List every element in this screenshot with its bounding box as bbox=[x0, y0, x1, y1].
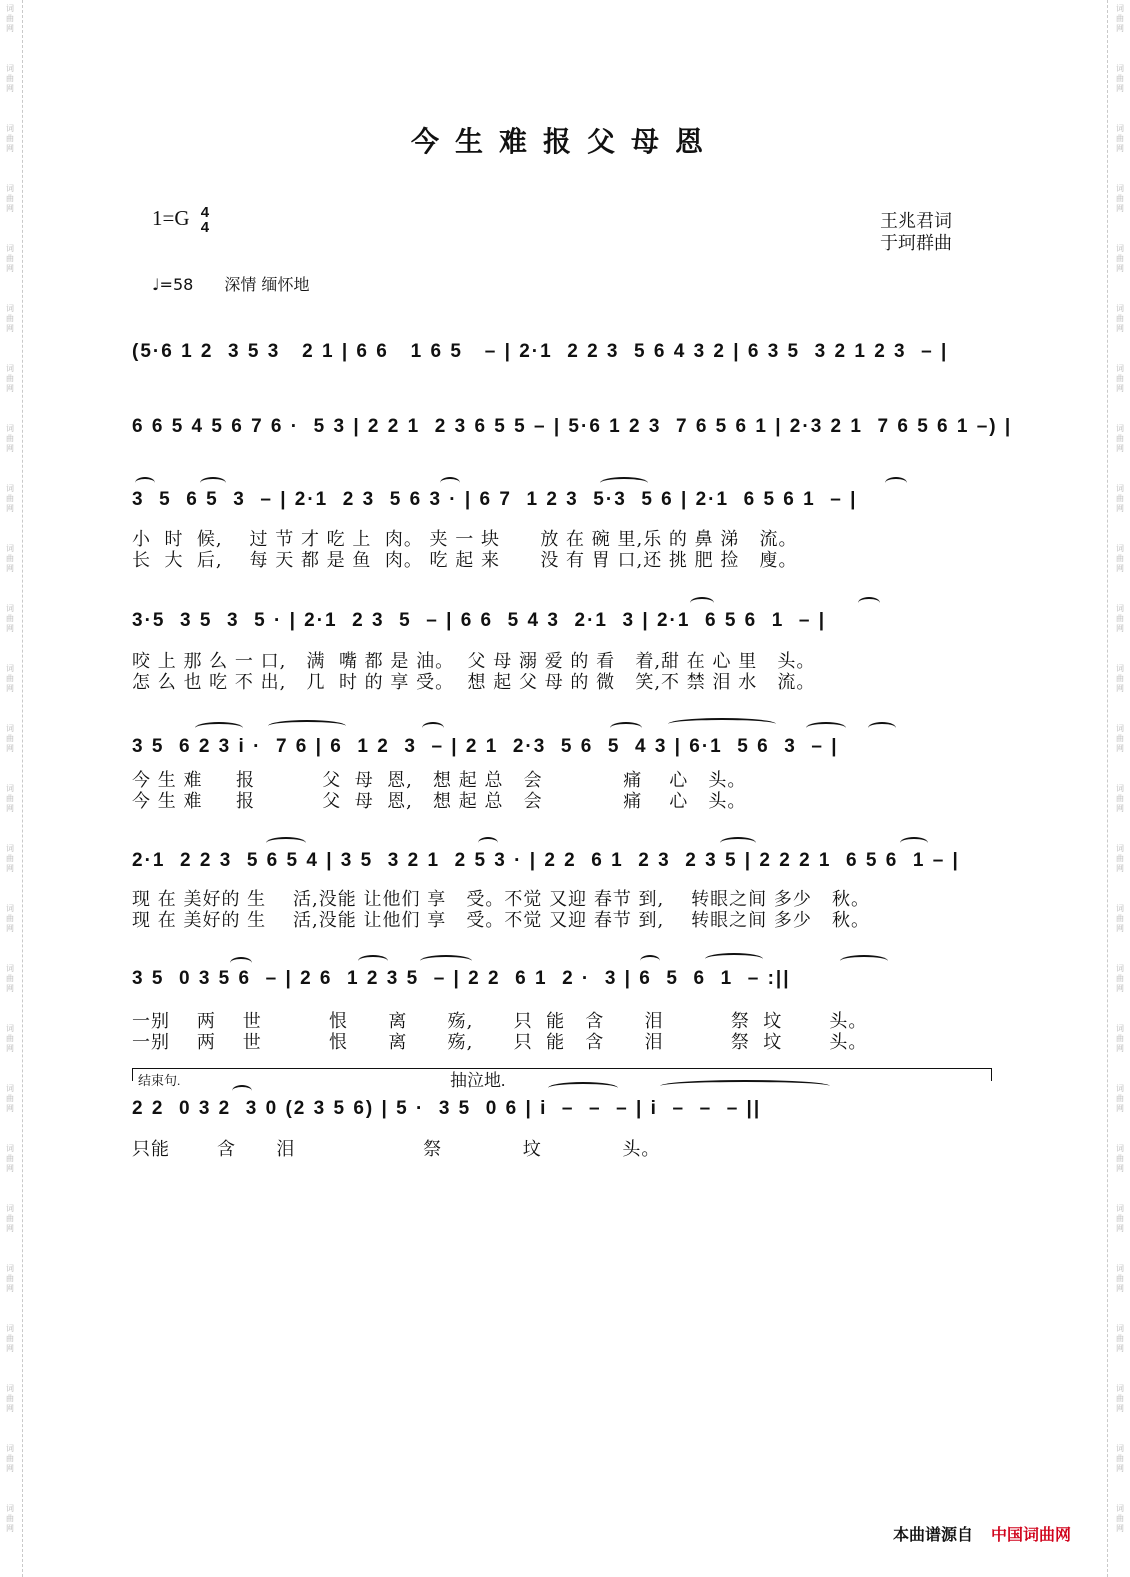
watermark-text: 词 曲 网 bbox=[6, 724, 14, 753]
slur bbox=[806, 722, 846, 734]
watermark-text: 词 曲 网 bbox=[6, 484, 14, 513]
slur bbox=[720, 837, 756, 849]
notation-line-7 bbox=[132, 963, 992, 995]
watermark-text: 词 曲 网 bbox=[1116, 124, 1124, 153]
watermark-text: 词 曲 网 bbox=[1116, 1024, 1124, 1053]
watermark-text: 词 曲 网 bbox=[6, 784, 14, 813]
notation-text: (5·6 1 2 3 5 3 2 1 | 6 6 1 6 5 – | 2·1 2 2 3 5 6 4 3 2 | 6 3 5 3 2 1 2 3 – | bbox=[132, 341, 949, 362]
lyric-verse-1: 小 时 候, 过 节 才 吃 上 肉。 夹 一 块 放 在 碗 里,乐 的 鼻 涕 流。 bbox=[132, 529, 798, 550]
notation-text: 2·1 2 2 3 5 6 5 4 | 3 5 3 2 1 2 5 3 · | 2 2 6 1 2 3 2 3 5 | 2 2 2 1 6 5 6 1 – | bbox=[132, 850, 960, 871]
lyric-verse-1: 咬 上 那 么 一 口, 满 嘴 都 是 油。 父 母 溺 爱 的 看 着,甜 在 心 里 头。 bbox=[132, 651, 816, 672]
slur bbox=[900, 837, 928, 849]
notation-text: 3 5 6 2 3 i · 7 6 | 6 1 2 3 – | 2 1 2·3 5 6 5 4 3 | 6·1 5 6 3 – | bbox=[132, 736, 839, 757]
song-title: 今生难报父母恩 bbox=[410, 125, 719, 158]
time-signature-top: 4 bbox=[200, 204, 210, 221]
slur bbox=[200, 477, 226, 489]
watermark-text: 词 曲 网 bbox=[6, 244, 14, 273]
source-credit bbox=[893, 1522, 1071, 1545]
watermark-text: 词 曲 网 bbox=[1116, 1144, 1124, 1173]
slur bbox=[195, 722, 243, 734]
watermark-text: 词 曲 网 bbox=[1116, 1084, 1124, 1113]
watermark-text: 词 曲 网 bbox=[6, 304, 14, 333]
watermark-text: 词 曲 网 bbox=[6, 1264, 14, 1293]
notation-line-8 bbox=[132, 1093, 992, 1125]
time-signature-bottom: 4 bbox=[200, 219, 210, 236]
watermark-text: 词 曲 网 bbox=[6, 364, 14, 393]
slur bbox=[705, 953, 763, 965]
notation-text: 3 5 0 3 5 6 – | 2 6 1 2 3 5 – | 2 2 6 1 2 · 3 | 6 5 6 1 – :|| bbox=[132, 968, 791, 989]
ending-label: 结束句. bbox=[138, 1073, 181, 1088]
notation-line-4 bbox=[132, 605, 992, 637]
slur bbox=[266, 837, 306, 849]
watermark-text: 词 曲 网 bbox=[6, 1084, 14, 1113]
watermark-text: 词 曲 网 bbox=[1116, 964, 1124, 993]
watermark-text: 词 曲 网 bbox=[6, 4, 14, 33]
notation-text: 3·5 3 5 3 5 · | 2·1 2 3 5 – | 6 6 5 4 3 2·1 3 | 2·1 6 5 6 1 – | bbox=[132, 610, 827, 631]
watermark-text: 词 曲 网 bbox=[1116, 244, 1124, 273]
key-label: 1=G bbox=[152, 205, 190, 230]
ending-bracket bbox=[132, 1068, 992, 1081]
notation-text: 6 6 5 4 5 6 7 6 · 5 3 | 2 2 1 2 3 6 5 5 – | 5·6 1 2 3 7 6 5 6 1 | 2·3 2 1 7 6 5 6 1 –) | bbox=[132, 416, 1013, 437]
notation-line-6 bbox=[132, 845, 992, 877]
watermark-text: 词 曲 网 bbox=[1116, 1204, 1124, 1233]
slur bbox=[668, 718, 776, 730]
slur bbox=[268, 720, 346, 732]
watermark-text: 词 曲 网 bbox=[6, 424, 14, 453]
lyric-verse-2: 长 大 后, 每 天 都 是 鱼 肉。 吃 起 来 没 有 胃 口,还 挑 肥 捡 廋。 bbox=[132, 550, 798, 571]
slur bbox=[420, 955, 472, 967]
lyric-verse-1: 现 在 美好的 生 活,没能 让他们 享 受。不觉 又迎 春节 到, 转眼之间 多少 秋。 bbox=[132, 889, 871, 910]
watermark-text: 词 曲 网 bbox=[6, 964, 14, 993]
watermark-text: 词 曲 网 bbox=[1116, 184, 1124, 213]
slur bbox=[660, 1080, 830, 1092]
watermark-text: 词 曲 网 bbox=[1116, 1264, 1124, 1293]
credits bbox=[880, 210, 952, 254]
watermark-text: 词 曲 网 bbox=[1116, 1444, 1124, 1473]
watermark-text: 词 曲 网 bbox=[6, 544, 14, 573]
lyricist: 王兆君词 bbox=[880, 211, 952, 231]
watermark-text: 词 曲 网 bbox=[6, 1444, 14, 1473]
slur bbox=[600, 477, 648, 489]
watermark-text: 词 曲 网 bbox=[1116, 1324, 1124, 1353]
ending-expression: 抽泣地. bbox=[450, 1071, 506, 1090]
watermark-text: 词 曲 网 bbox=[1116, 784, 1124, 813]
watermark-text: 词 曲 网 bbox=[6, 184, 14, 213]
slur bbox=[478, 837, 498, 849]
notation-line-2 bbox=[132, 411, 1013, 443]
expression-mark: 深情 缅怀地 bbox=[224, 275, 310, 294]
watermark-text: 词 曲 网 bbox=[6, 1504, 14, 1533]
slur bbox=[840, 955, 888, 967]
watermark-text: 词 曲 网 bbox=[1116, 604, 1124, 633]
watermark-text: 词 曲 网 bbox=[1116, 1504, 1124, 1533]
time-signature bbox=[201, 205, 209, 235]
watermark-text: 词 曲 网 bbox=[1116, 544, 1124, 573]
watermark-text: 词 曲 网 bbox=[6, 604, 14, 633]
watermark-text: 词 曲 网 bbox=[6, 1144, 14, 1173]
slur bbox=[548, 1082, 618, 1094]
watermark-text: 词 曲 网 bbox=[6, 664, 14, 693]
watermark-text: 词 曲 网 bbox=[1116, 64, 1124, 93]
tempo-mark: ♩=58 bbox=[152, 275, 194, 294]
lyric-verse-2: 一别 两 世 恨 离 殇, 只 能 含 泪 祭 坟 头。 bbox=[132, 1032, 868, 1053]
watermark-text: 词 曲 网 bbox=[1116, 904, 1124, 933]
watermark-text: 词 曲 网 bbox=[1116, 724, 1124, 753]
watermark-text: 词 曲 网 bbox=[6, 64, 14, 93]
notation-text: 3 5 6 5 3 – | 2·1 2 3 5 6 3 · | 6 7 1 2 3 5·3 5 6 | 2·1 6 5 6 1 – | bbox=[132, 489, 858, 510]
lyric-verse-2: 怎 么 也 吃 不 出, 几 时 的 享 受。 想 起 父 母 的 微 笑,不 禁 泪 水 流。 bbox=[132, 672, 816, 693]
watermark-text: 词 曲 网 bbox=[6, 1204, 14, 1233]
lyric-verse-1: 今 生 难 报 父 母 恩, 想 起 总 会 痛 心 头。 bbox=[132, 770, 747, 791]
composer: 于珂群曲 bbox=[880, 233, 952, 253]
lyric-verse-1: 一别 两 世 恨 离 殇, 只 能 含 泪 祭 坟 头。 bbox=[132, 1011, 868, 1032]
lyric-ending: 只能 含 泪 祭 坟 头。 bbox=[132, 1139, 661, 1160]
watermark-text: 词 曲 网 bbox=[6, 1324, 14, 1353]
watermark-text: 词 曲 网 bbox=[6, 844, 14, 873]
slur bbox=[858, 597, 880, 609]
watermark-text: 词 曲 网 bbox=[1116, 664, 1124, 693]
slur bbox=[135, 477, 155, 489]
watermark-text: 词 曲 网 bbox=[6, 1024, 14, 1053]
watermark-text: 词 曲 网 bbox=[1116, 304, 1124, 333]
watermark-text: 词 曲 网 bbox=[1116, 424, 1124, 453]
key-signature bbox=[152, 205, 209, 235]
tempo-marking bbox=[152, 272, 310, 295]
slur bbox=[610, 722, 642, 734]
watermark-text: 词 曲 网 bbox=[1116, 484, 1124, 513]
slur bbox=[230, 957, 252, 969]
watermark-text: 词 曲 网 bbox=[6, 124, 14, 153]
watermark-text: 词 曲 网 bbox=[1116, 364, 1124, 393]
slur bbox=[690, 597, 714, 609]
source-brand[interactable]: 中国词曲网 bbox=[991, 1525, 1072, 1544]
watermark-text: 词 曲 网 bbox=[1116, 4, 1124, 33]
lyric-verse-2: 今 生 难 报 父 母 恩, 想 起 总 会 痛 心 头。 bbox=[132, 791, 747, 812]
watermark-text: 词 曲 网 bbox=[6, 904, 14, 933]
slur bbox=[422, 722, 444, 734]
watermark-text: 词 曲 网 bbox=[1116, 844, 1124, 873]
slur bbox=[885, 477, 907, 489]
notation-line-3 bbox=[132, 484, 992, 516]
slur bbox=[868, 722, 896, 734]
slur bbox=[358, 955, 388, 967]
notation-text: 2 2 0 3 2 3 0 (2 3 5 6) | 5 · 3 5 0 6 | i – – – | i – – – || bbox=[132, 1098, 762, 1119]
watermark-text: 词 曲 网 bbox=[6, 1384, 14, 1413]
watermark-text: 词 曲 网 bbox=[1116, 1384, 1124, 1413]
notation-line-5 bbox=[132, 731, 992, 763]
slur bbox=[440, 477, 460, 489]
slur bbox=[640, 955, 660, 967]
slur bbox=[232, 1085, 252, 1097]
notation-line-1 bbox=[132, 336, 992, 368]
source-prefix: 本曲谱源自 bbox=[893, 1525, 974, 1544]
lyric-verse-2: 现 在 美好的 生 活,没能 让他们 享 受。不觉 又迎 春节 到, 转眼之间 多少 秋。 bbox=[132, 910, 871, 931]
